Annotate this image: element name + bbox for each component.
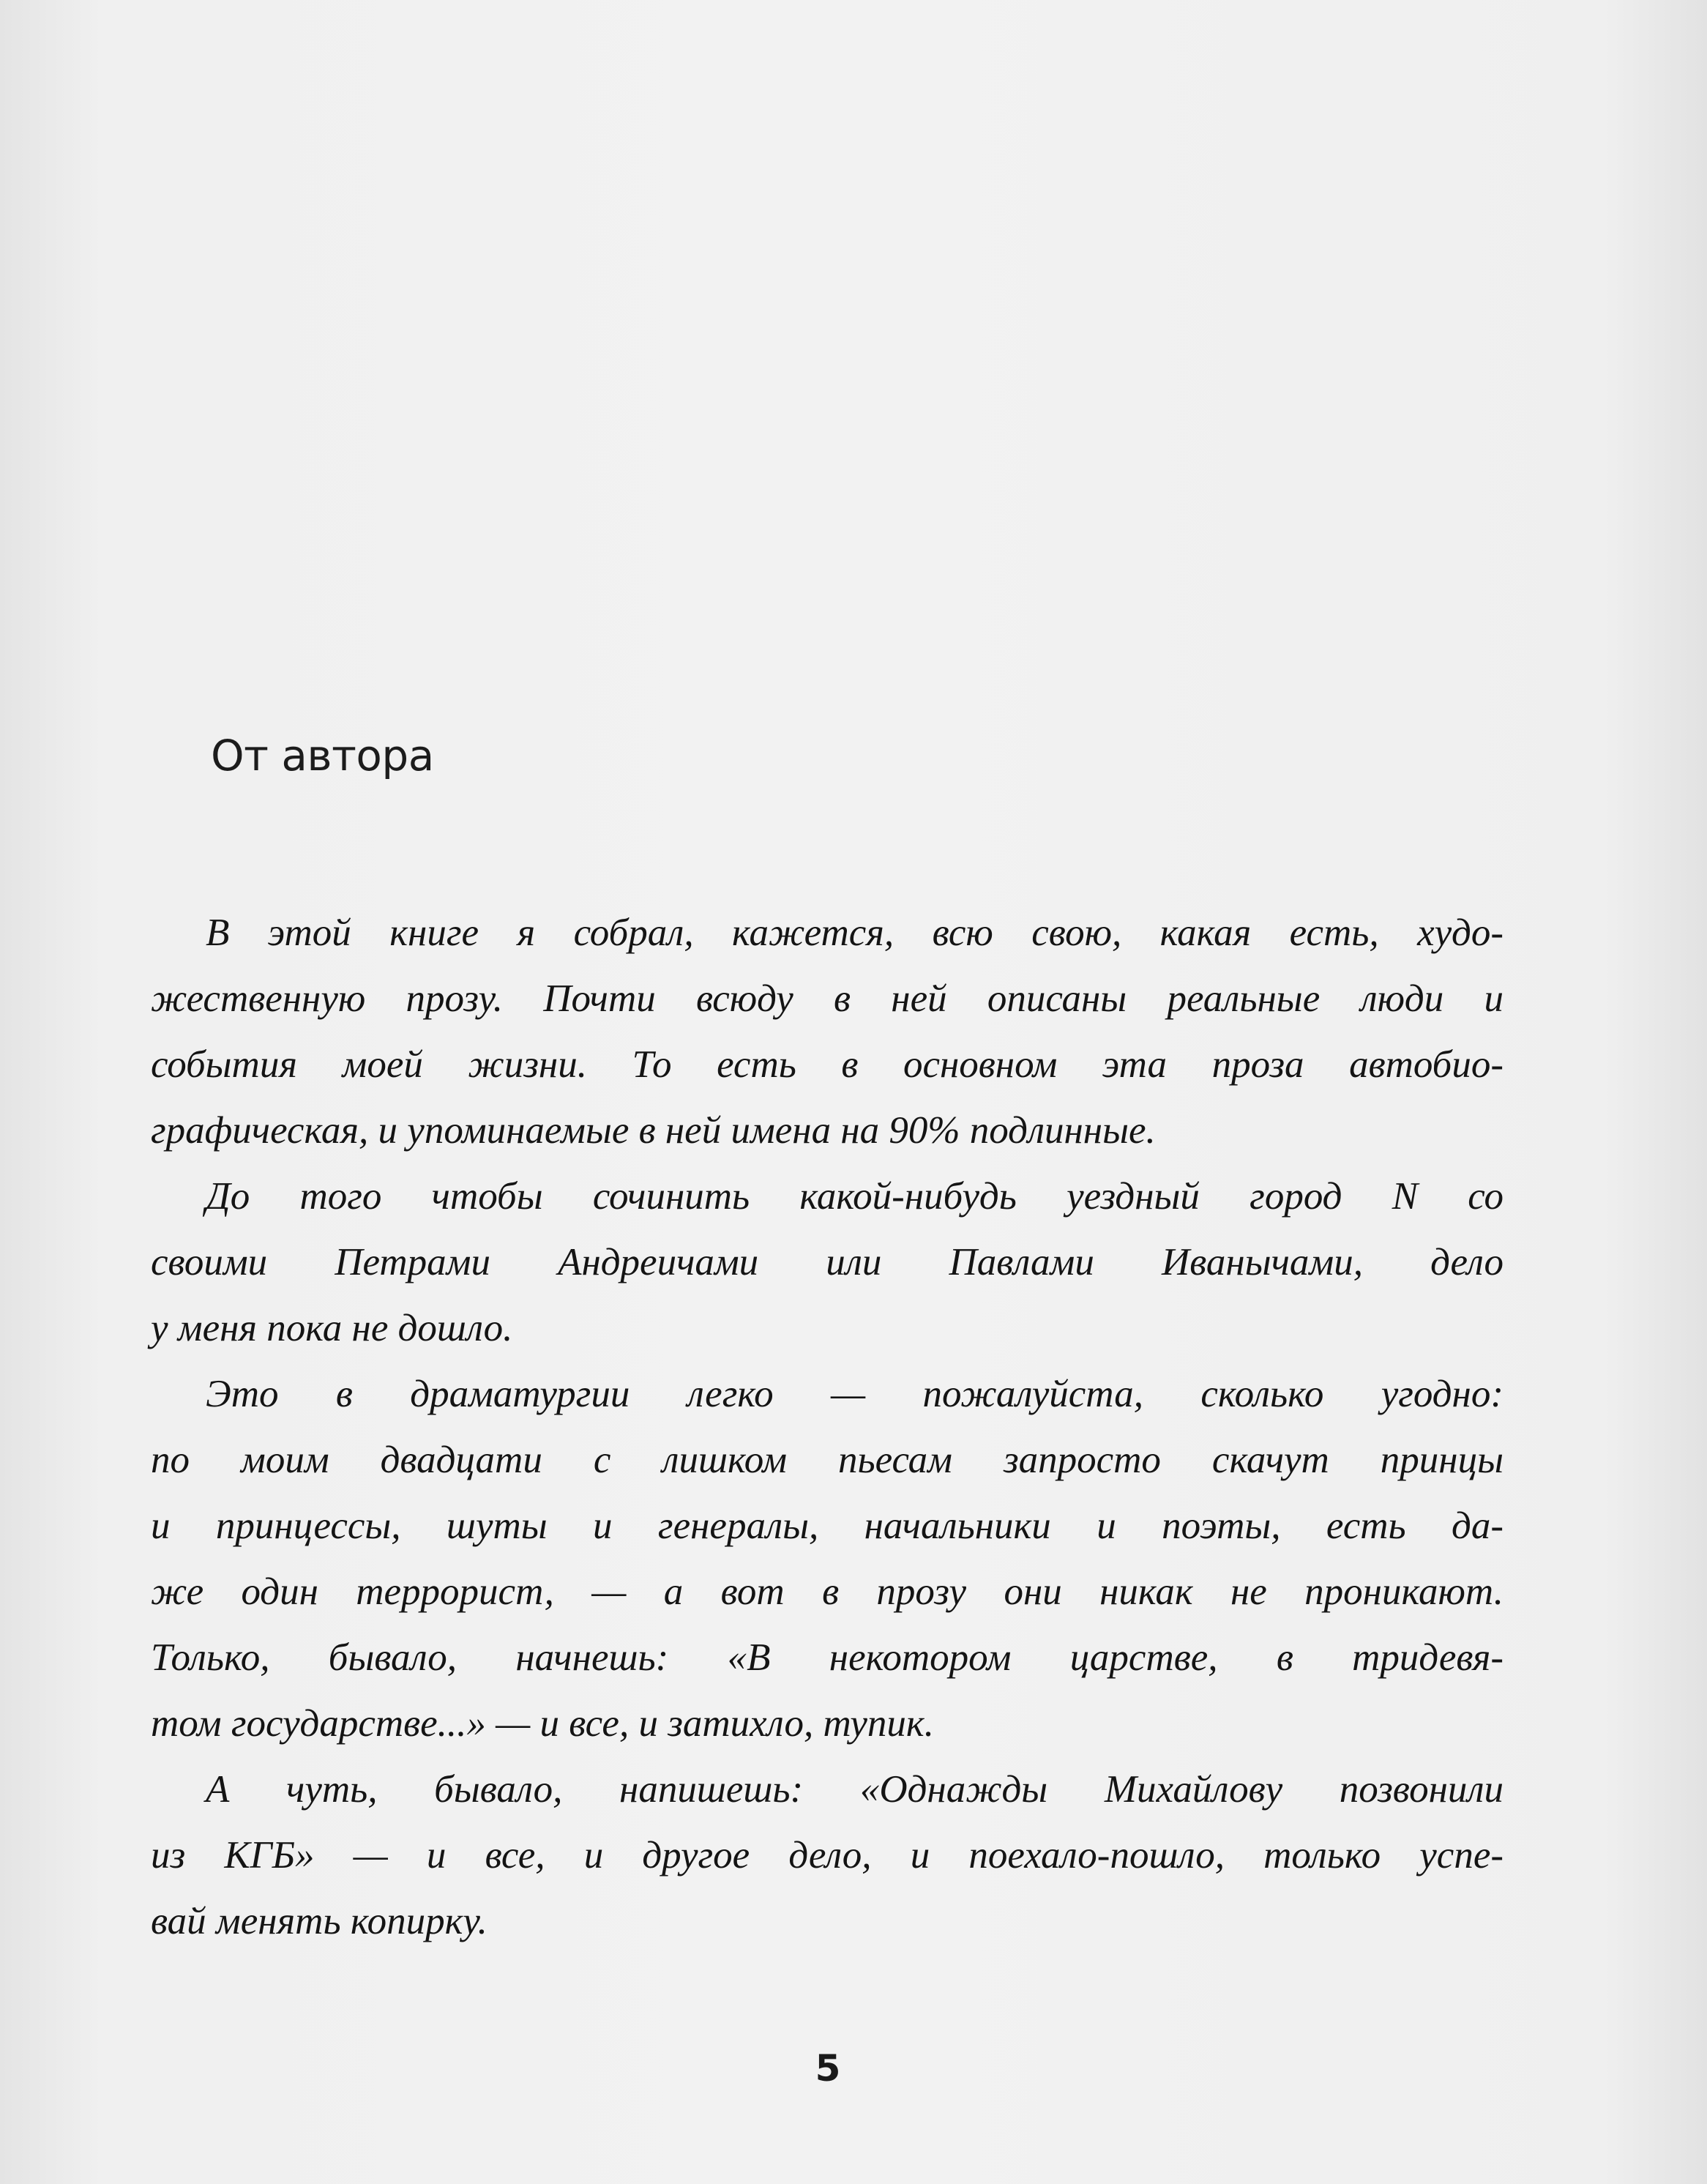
chapter-heading: От автора bbox=[211, 731, 434, 780]
text-line: вай менять копирку. bbox=[151, 1900, 488, 1942]
text-line: Это в драматургии легко — пожалуйста, сколько угодно: bbox=[206, 1373, 1504, 1415]
page-number: 5 bbox=[815, 2047, 841, 2090]
text-line: своими Петрами Андреичами или Павлами Иванычами, дело bbox=[151, 1241, 1504, 1283]
text-line: и принцессы, шуты и генералы, начальники и поэты, есть да- bbox=[151, 1505, 1504, 1547]
text-line: жественную прозу. Почти всюду в ней описаны реальные люди и bbox=[151, 977, 1504, 1020]
paragraph bbox=[151, 1756, 1504, 1954]
text-line: у меня пока не дошло. bbox=[151, 1307, 513, 1349]
chapter-text bbox=[151, 900, 1504, 1954]
text-line: по моим двадцати с лишком пьесам запросто скачут принцы bbox=[151, 1439, 1504, 1481]
text-line: события моей жизни. То есть в основном эта проза автобио- bbox=[151, 1043, 1504, 1086]
paragraph bbox=[151, 900, 1504, 1163]
text-line: графическая, и упоминаемые в ней имена на 90% подлинные. bbox=[151, 1109, 1156, 1152]
text-line: А чуть, бывало, напишешь: «Однажды Михайлову позвонили bbox=[206, 1768, 1504, 1811]
text-line: из КГБ» — и все, и другое дело, и поехало-пошло, только успе- bbox=[151, 1834, 1504, 1876]
paragraph bbox=[151, 1361, 1504, 1756]
text-line: том государстве...» — и все, и затихло, тупик. bbox=[151, 1702, 934, 1745]
text-line: До того чтобы сочинить какой-нибудь уездный город N со bbox=[206, 1175, 1504, 1218]
text-line: В этой книге я собрал, кажется, всю свою, какая есть, худо- bbox=[206, 912, 1504, 954]
text-line: Только, бывало, начнешь: «В некотором царстве, в тридевя- bbox=[151, 1636, 1504, 1679]
paragraph bbox=[151, 1163, 1504, 1361]
text-line: же один террорист, — а вот в прозу они никак не проникают. bbox=[151, 1570, 1504, 1613]
